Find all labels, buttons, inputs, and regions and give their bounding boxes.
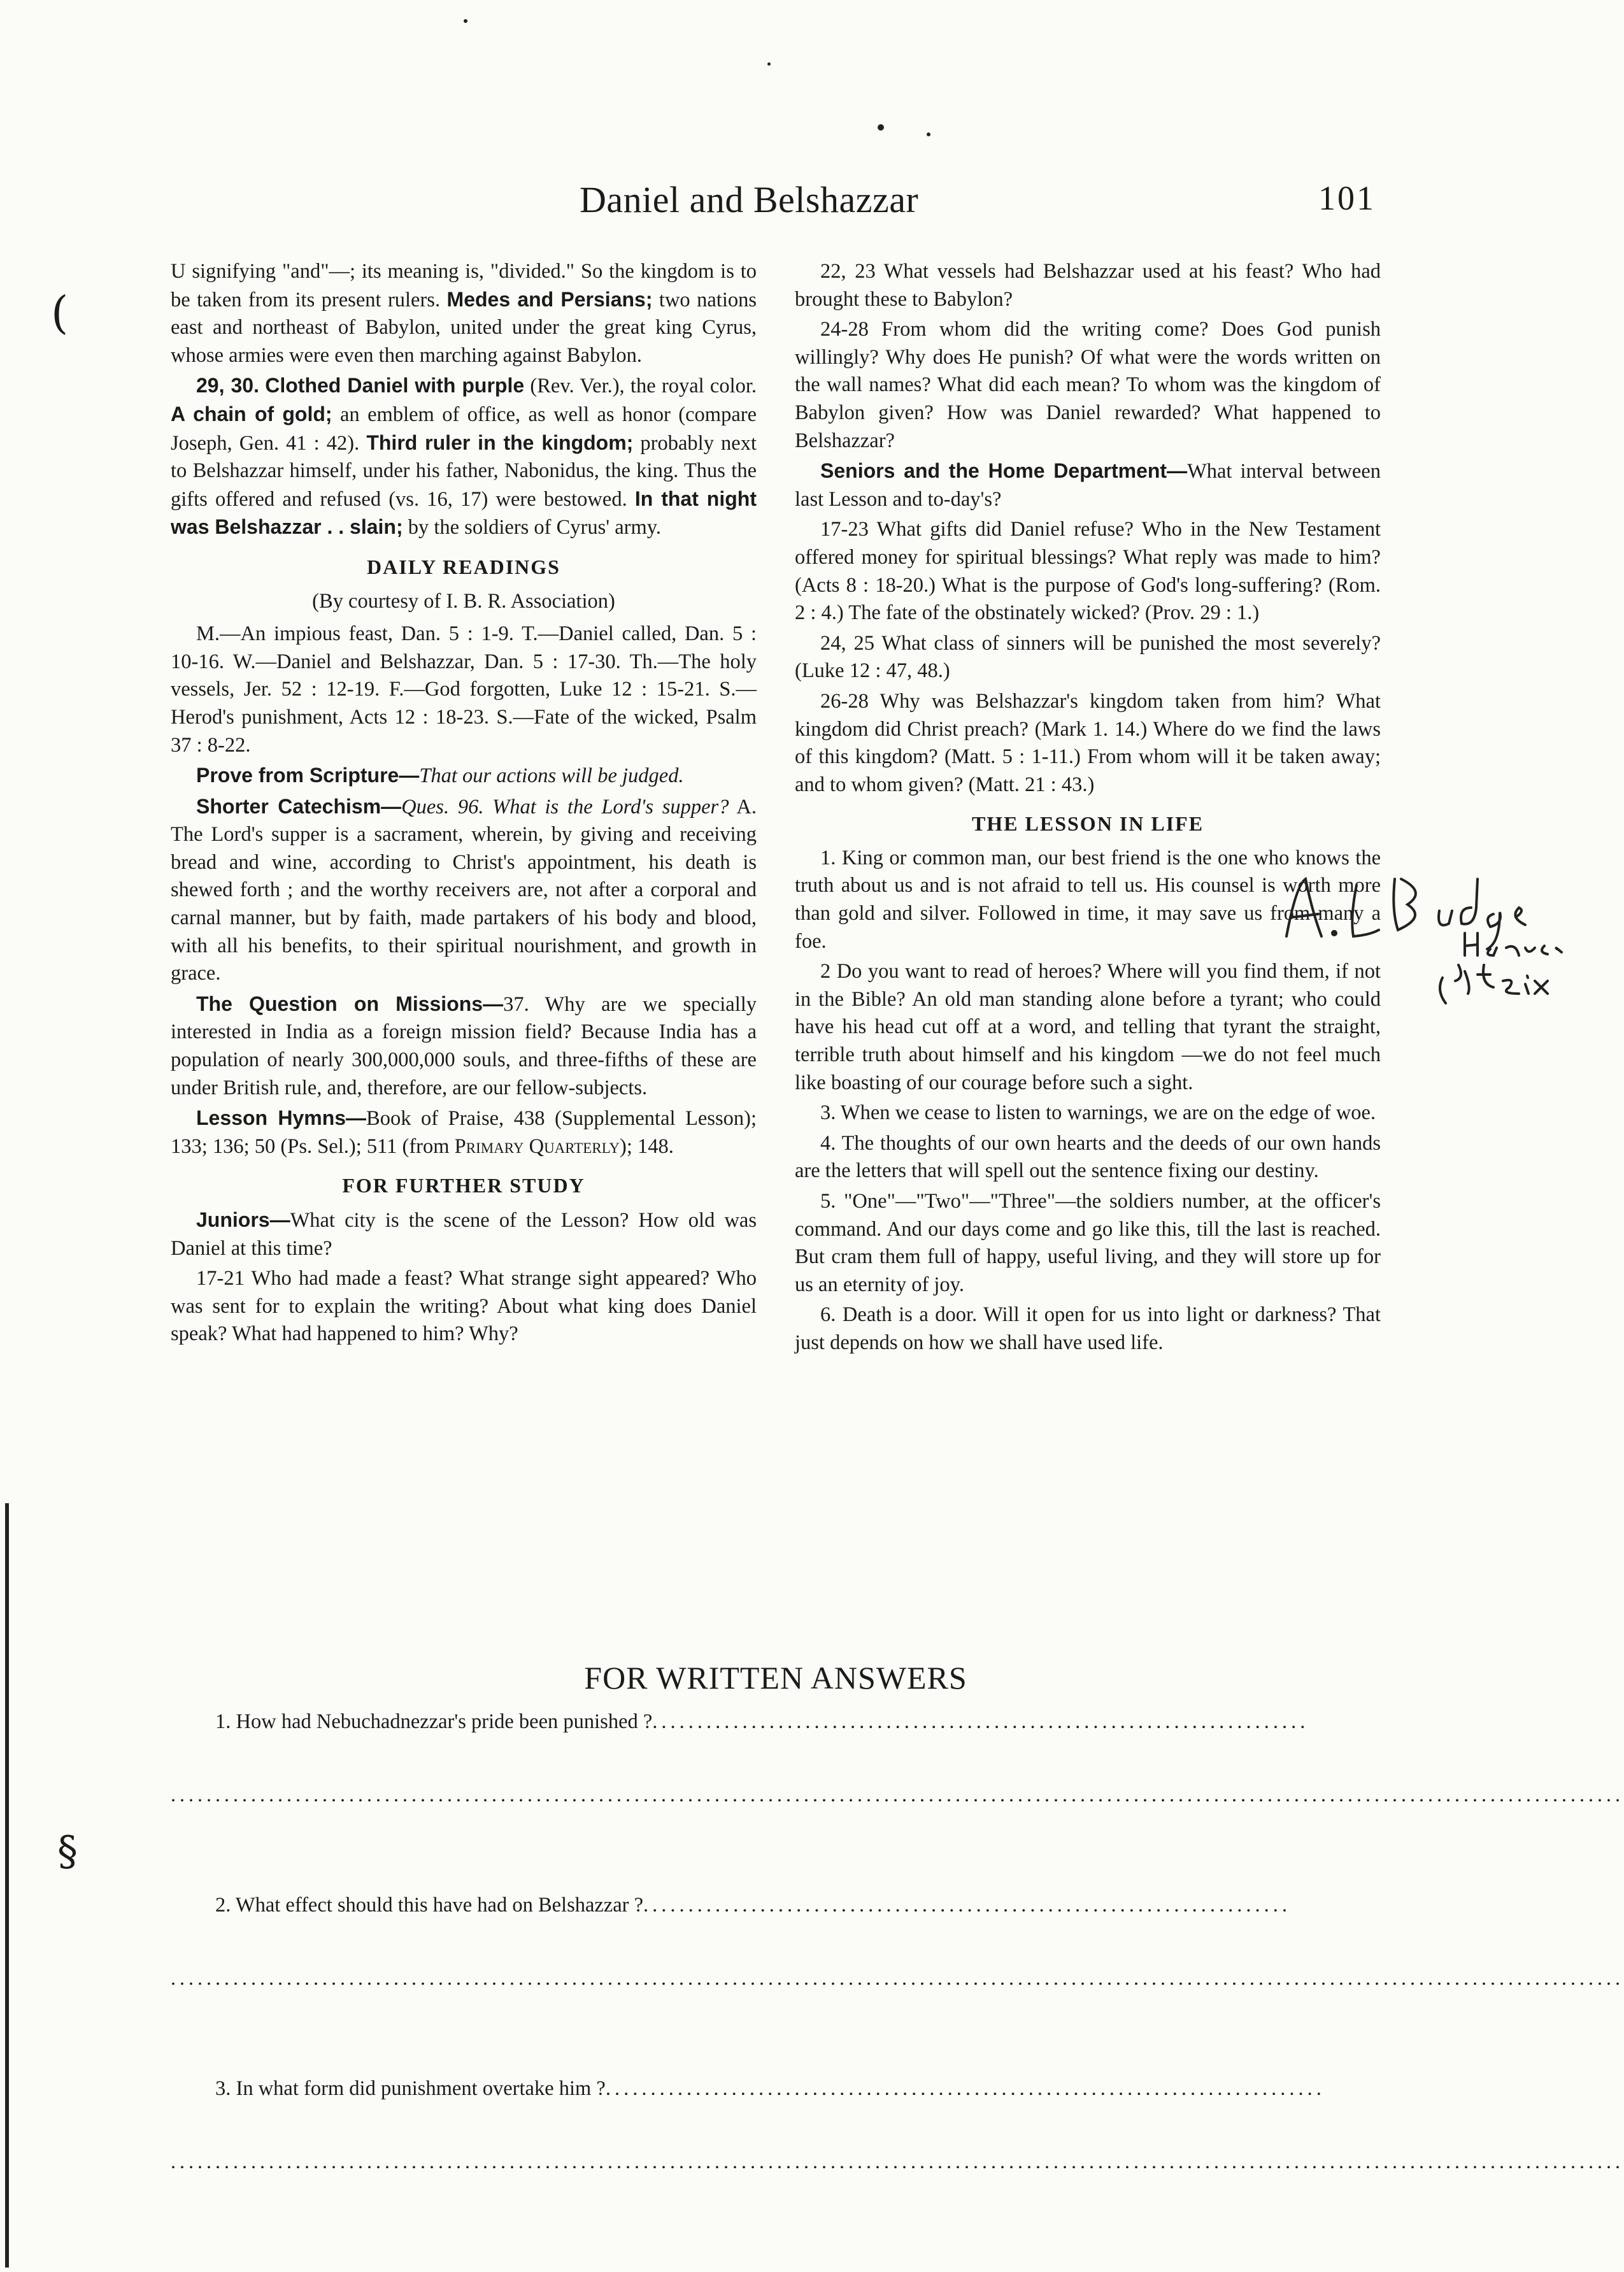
paragraph: 29, 30. Clothed Daniel with purple (Rev. Ver.), the royal color. A chain of gold; an emblem of office, as well as honor (compare Joseph, Gen. 41 : 42). Third ruler in the kingdom; probably next to Belshazzar himself, under his father, Nabonidus, the king. Thus the gifts offered and refused (vs. 16, 17) were bestowed. In that night was Belshazzar . . slain; by the soldiers of Cyrus' army.: [171, 374, 757, 539]
paragraph: Seniors and the Home Department—What interval between last Lesson and to-day's?: [795, 459, 1381, 511]
scan-speck: [878, 124, 884, 131]
paragraph: The Question on Missions—37. Why are we specially interested in India as a foreign mission field? Because India has a population of nearly 300,000,000 souls, and three-fifths of these are under British rule, and, therefore, are our fellow-subjects.: [171, 992, 757, 1099]
scan-speck: [767, 62, 771, 66]
paragraph: 2 Do you want to read of heroes? Where will you find them, if not in the Bible? An old man standing alone before a tyrant; who could have his head cut off at a word, and telling that tyrant the straight, terrible truth about himself and his kingdom —we do not feel much like boasting of our courage before such a sight.: [795, 960, 1381, 1094]
daily-readings-list: M.—An impious feast, Dan. 5 : 1-9. T.—Daniel called, Dan. 5 : 10-16. W.—Daniel and Belshazzar, Dan. 5 : 17-30. Th.—The holy vessels, Jer. 52 : 12-19. F.—God forgotten, Luke 12 : 15-21. S.—Herod's punishment, Acts 12 : 18-23. S.—Fate of the wicked, Psalm 37 : 8-22.: [171, 622, 757, 757]
handwritten-signature: [1274, 841, 1567, 1032]
section-heading-further-study: FOR FURTHER STUDY: [342, 1174, 585, 1197]
paragraph: 6. Death is a door. Will it open for us into light or darkness? That just depends on how we shall have used life.: [795, 1303, 1381, 1354]
paragraph: 24, 25 What class of sinners will be punished the most severely? (Luke 12 : 47, 48.): [795, 631, 1381, 683]
running-title: Daniel and Belshazzar: [580, 179, 919, 220]
answer-line: ...................................................................................................................................................................: [171, 2150, 1624, 2173]
margin-mark: §: [57, 1828, 78, 1875]
question-3: 3. In what form did punishment overtake him ?................................................................................: [215, 2077, 1325, 2100]
left-column: [171, 258, 757, 1351]
paragraph: 5. "One"—"Two"—"Three"—the soldiers number, at the officer's command. And our days come and go like this, till the last is reached. But cram them full of happy, useful living, and they will store up for us an eternity of joy.: [795, 1190, 1381, 1296]
page-header: [166, 178, 1376, 236]
section-heading-daily-readings: DAILY READINGS: [367, 555, 560, 578]
margin-rule: [5, 1503, 9, 2268]
question-1: 1. How had Nebuchadnezzar's pride been punished ?.........................................................................: [215, 1710, 1309, 1733]
paragraph: 17-21 Who had made a feast? What strange sight appeared? Who was sent for to explain the writing? About what king does Daniel speak? What had happened to him? Why?: [171, 1267, 757, 1346]
question-2: 2. What effect should this have had on Belshazzar ?........................................................................: [215, 1894, 1292, 1917]
page-number: 101: [1318, 179, 1376, 217]
paragraph: 17-23 What gifts did Daniel refuse? Who in the New Testament offered money for spiritual blessings? What reply was made to him? (Acts 8 : 18-20.) What is the purpose of God's long-suffering? (Rom. 2 : 4.) The fate of the obstinately wicked? (Prov. 29 : 1.): [795, 518, 1381, 625]
paragraph: Prove from Scripture—That our actions will be judged.: [196, 764, 684, 788]
paragraph: U signifying "and"—; its meaning is, "divided." So the kingdom is to be taken from its present rulers. Medes and Persians; two nations east and northeast of Babylon, united under the great king Cyrus, whose armies were even then marching against Babylon.: [171, 260, 757, 367]
scan-speck: [464, 19, 467, 23]
written-answers-section: [171, 1659, 1624, 2178]
paragraph: Shorter Catechism—Ques. 96. What is the Lord's supper? A. The Lord's supper is a sacrament, wherein, by giving and receiving bread and wine, according to Christ's appointment, his death is shewed forth ; and the worthy receivers are, not after a corporal and carnal manner, but by faith, made partakers of his body and blood, with all his benefits, to their spiritual nourishment, and growth in grace.: [171, 794, 757, 985]
answer-line: ...................................................................................................................................................................: [171, 1966, 1624, 1989]
paragraph: 1. King or common man, our best friend is the one who knows the truth about us and is not afraid to tell us. His counsel is worth more than gold and silver. Followed in time, it may save us from many a foe.: [795, 846, 1381, 953]
section-heading-lesson-in-life: THE LESSON IN LIFE: [971, 812, 1204, 836]
paragraph: 3. When we cease to listen to warnings, we are on the edge of woe.: [820, 1101, 1376, 1125]
paragraph: 24-28 From whom did the writing come? Does God punish willingly? Why does He punish? Of what were the words written on the wall names? What did each mean? To whom was the kingdom of Babylon given? How was Daniel rewarded? What happened to Belshazzar?: [795, 318, 1381, 452]
scan-speck: [927, 132, 930, 136]
written-answers-title: FOR WRITTEN ANSWERS: [584, 1660, 967, 1696]
paragraph: 22, 23 What vessels had Belshazzar used at his feast? Who had brought these to Babylon?: [795, 260, 1381, 311]
paragraph: Lesson Hymns—Book of Praise, 438 (Supplemental Lesson); 133; 136; 50 (Ps. Sel.); 511 (from Primary Quarterly); 148.: [171, 1106, 757, 1158]
answer-line: ...................................................................................................................................................................: [171, 1783, 1624, 1806]
daily-readings-credit: (By courtesy of I. B. R. Association): [312, 589, 615, 613]
paragraph: 26-28 Why was Belshazzar's kingdom taken from him? What kingdom did Christ preach? (Mark 1. 14.) Where do we find the laws of this kingdom? (Matt. 5 : 1-11.) From whom will it be taken away; and to whom given? (Matt. 21 : 43.): [795, 689, 1381, 796]
margin-mark: (: [51, 287, 69, 339]
paragraph: 4. The thoughts of our own hearts and the deeds of our own hands are the letters that will spell out the sentence fixing our destiny.: [795, 1131, 1381, 1183]
right-column: [795, 258, 1381, 1360]
paragraph: Juniors—What city is the scene of the Lesson? How old was Daniel at this time?: [171, 1208, 757, 1260]
